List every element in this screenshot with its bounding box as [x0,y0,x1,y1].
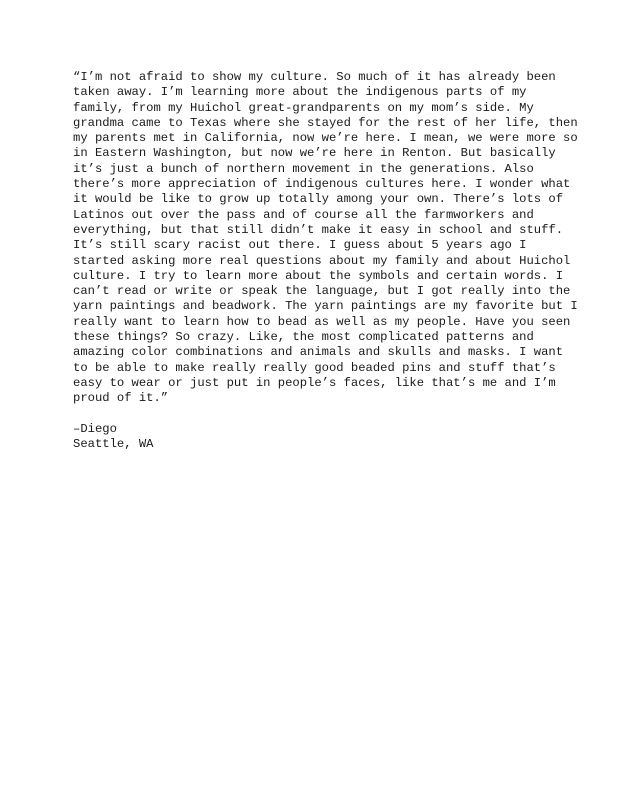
quote-line: yarn paintings and beadwork. The yarn paintings are my favorite but I [73,299,578,314]
quote-line: my parents met in California, now we’re here. I mean, we were more so [73,131,578,146]
signature-location: Seattle, WA [73,437,154,452]
quote-line: proud of it.” [73,391,169,406]
quote-line: taken away. I’m learning more about the indigenous parts of my [73,85,527,100]
quote-line: can’t read or write or speak the language, but I got really into the [73,284,571,299]
quote-paragraph [73,70,593,407]
paragraph-gap [73,407,593,422]
quote-line: Latinos out over the pass and of course all the farmworkers and [73,207,534,222]
quote-line: “I’m not afraid to show my culture. So much of it has already been [73,70,556,84]
signature-block [73,422,593,453]
quote-line: it would be like to grow up totally among your own. There’s lots of [73,192,564,207]
quote-line: started asking more real questions about my family and about Huichol [73,253,571,268]
quote-line: to be able to make really really good beaded pins and stuff that’s [73,360,556,375]
signature-name: –Diego [73,421,117,436]
quote-line: everything, but that still didn’t make it easy in school and stuff. [73,222,564,237]
quote-line: easy to wear or just put in people’s faces, like that’s me and I’m [73,375,556,390]
quote-line: really want to learn how to bead as well as my people. Have you seen [73,314,571,329]
quote-line: these things? So crazy. Like, the most complicated patterns and [73,330,534,345]
quote-line: it’s just a bunch of northern movement in the generations. Also [73,161,534,176]
quote-line: in Eastern Washington, but now we’re here in Renton. But basically [73,146,556,161]
quote-line: It’s still scary racist out there. I guess about 5 years ago I [73,238,527,253]
document-body [73,70,593,452]
quote-line: grandma came to Texas where she stayed for the rest of her life, then [73,115,578,130]
quote-line: there’s more appreciation of indigenous cultures here. I wonder what [73,177,571,192]
quote-line: amazing color combinations and animals and skulls and masks. I want [73,345,564,360]
quote-line: family, from my Huichol great-grandparents on my mom’s side. My [73,100,534,115]
quote-line: culture. I try to learn more about the symbols and certain words. I [73,268,564,283]
